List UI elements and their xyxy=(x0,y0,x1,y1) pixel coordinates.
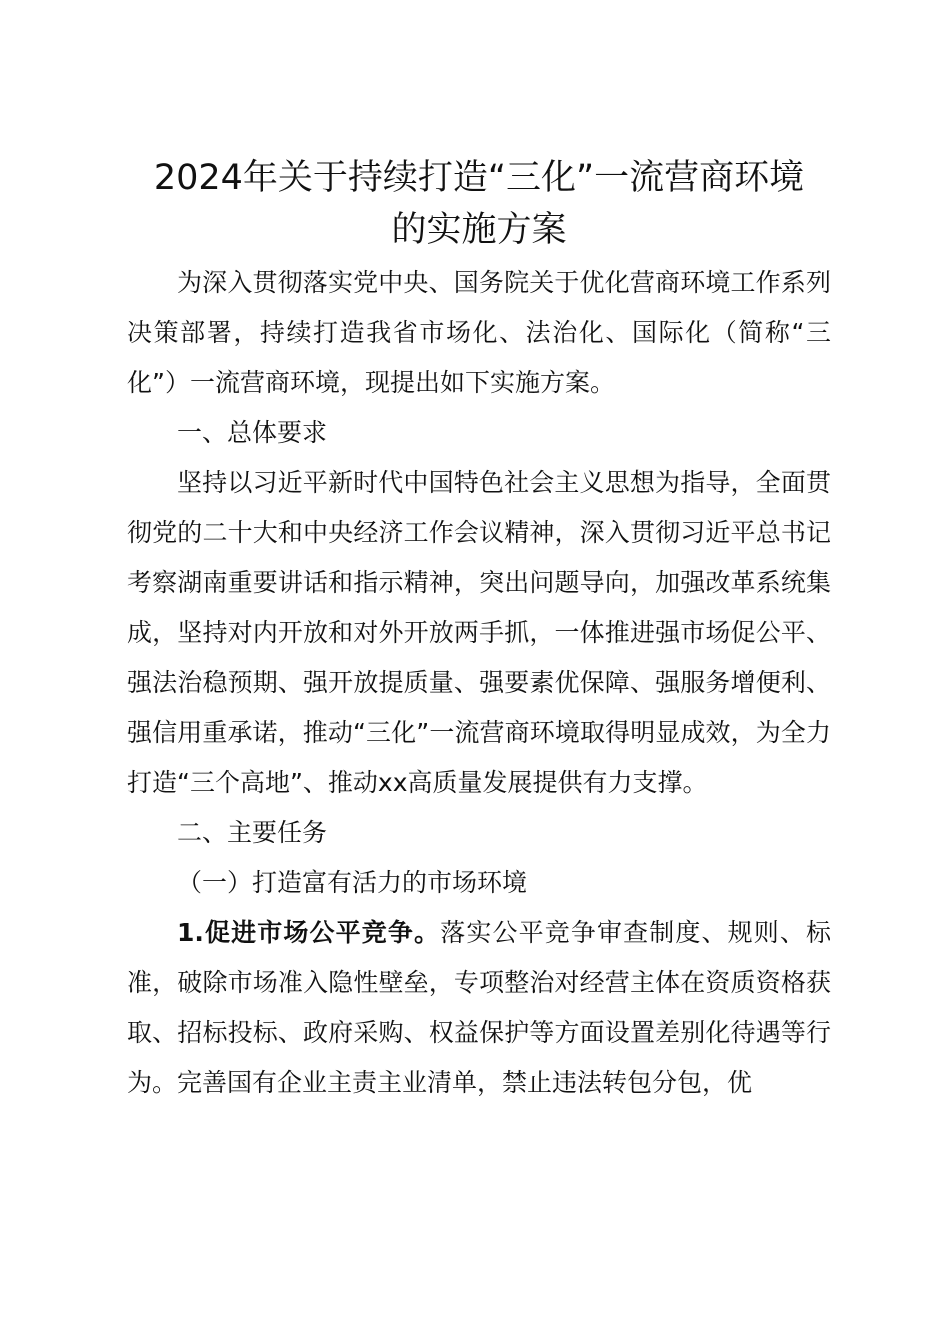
item-1-paragraph xyxy=(127,908,831,1108)
subsection-1-heading: （一）打造富有活力的市场环境 xyxy=(177,868,528,897)
item-1-body: 落实公平竞争审查制度、规则、标准，破除市场准入隐性壁垒，专项整治对经营主体在资质资格获取、招标投标、政府采购、权益保护等方面设置差别化待遇等行为。完善国有企业主责主业清单，禁止违法转包分包，优 xyxy=(127,918,831,1097)
document-body xyxy=(127,258,831,1108)
section-1-heading: 一、总体要求 xyxy=(177,418,328,447)
section-2-heading: 二、主要任务 xyxy=(177,818,328,847)
item-1-lead: 1.促进市场公平竞争。 xyxy=(177,918,441,947)
document-page xyxy=(127,152,831,1108)
title-line-1: 2024年关于持续打造“三化”一流营商环境 xyxy=(153,158,805,198)
section-1-paragraph: 坚持以习近平新时代中国特色社会主义思想为指导，全面贯彻党的二十大和中央经济工作会议精神，深入贯彻习近平总书记考察湖南重要讲话和指示精神，突出问题导向，加强改革系统集成，坚持对内开放和对外开放两手抓，一体推进强市场促公平、强法治稳预期、强开放提质量、强要素优保障、强服务增便利、强信用重承诺，推动“三化”一流营商环境取得明显成效，为全力打造“三个高地”、推动xx高质量发展提供有力支撑。 xyxy=(127,468,831,797)
document-title xyxy=(127,152,831,256)
intro-paragraph: 为深入贯彻落实党中央、国务院关于优化营商环境工作系列决策部署，持续打造我省市场化、法治化、国际化（简称“三化”）一流营商环境，现提出如下实施方案。 xyxy=(127,268,831,397)
title-line-2: 的实施方案 xyxy=(391,210,567,250)
